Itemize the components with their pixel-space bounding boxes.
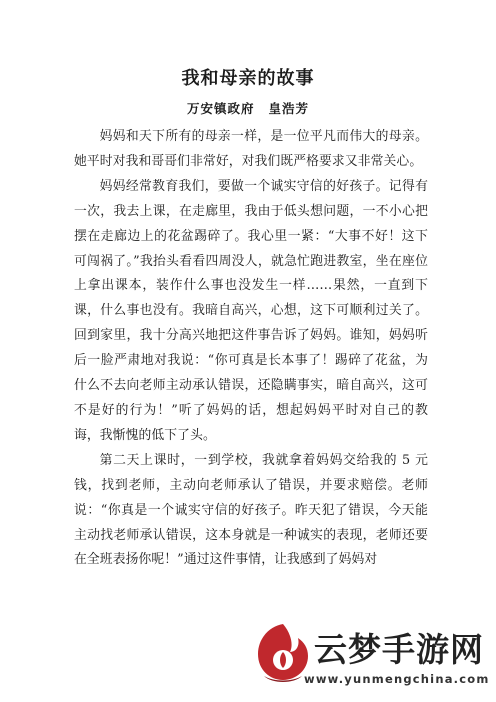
site-url: www.yunmengchina.com [304, 672, 490, 686]
author-name: 皇浩芳 [268, 101, 310, 116]
document-body [74, 125, 428, 573]
paragraph-3: 第二天上课时，一到学校，我就拿着妈妈交给我的 5 元钱，找到老师，主动向老师承认了错误，并要求赔偿。老师说：“你真是一个诚实守信的好孩子。昨天犯了错误，今天能主动找老师承认错误，这本身就是一种诚实的表现，老师还要在全班表扬你呢！”通过这件事情，让我感到了妈妈对 [74, 452, 428, 568]
site-watermark [248, 612, 496, 702]
site-name: 云梦手游网 [314, 630, 484, 669]
document-title: 我和母亲的故事 [181, 68, 315, 89]
paragraph-2: 妈妈经常教育我们，要做一个诚实守信的好孩子。记得有一次，我去上课，在走廊里，我由于低头想问题，一不小心把摆在走廊边上的花盆踢碎了。我心里一紧：“大事不好！这下可闯祸了。”我抬头看看四周没人，就急忙跑进教室，坐在座位上拿出课本，装作什么事也没发生一样……果然，一直到下课，什么事也没有。我暗自高兴，心想，这下可顺利过关了。回到家里，我十分高兴地把这件事告诉了妈妈。谁知，妈妈听后一脸严肃地对我说：“你可真是长本事了！踢碎了花盆，为什么不去向老师主动承认错误，还隐瞒事实，暗自高兴，这可不是好的行为！”听了妈妈的话，想起妈妈平时对自己的教诲，我惭愧的低下了头。 [74, 178, 428, 443]
paragraph-1: 妈妈和天下所有的母亲一样，是一位平凡而伟大的母亲。她平时对我和哥哥们非常好，对我们既严格要求又非常关心。 [74, 129, 428, 169]
document-byline [0, 99, 496, 117]
author-organization: 万安镇政府 [186, 101, 255, 116]
